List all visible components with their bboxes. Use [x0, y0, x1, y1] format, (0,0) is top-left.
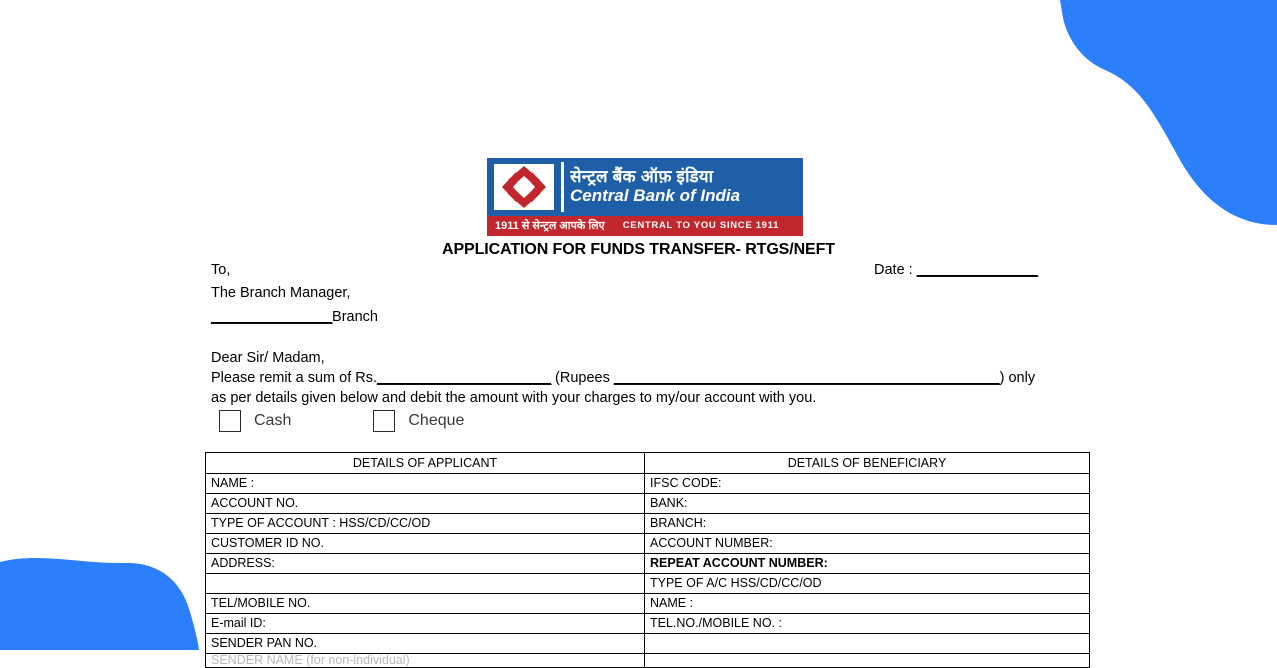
logo-tagline-band: [487, 216, 803, 236]
logo-english-name: Central Bank of India: [570, 185, 741, 205]
table-header-row: [206, 453, 1090, 474]
table-row: [206, 634, 1090, 654]
applicant-name-label[interactable]: NAME :: [206, 474, 645, 494]
applicant-address-label[interactable]: ADDRESS:: [206, 554, 645, 574]
beneficiary-repeat-account-number-label[interactable]: REPEAT ACCOUNT NUMBER:: [645, 554, 1090, 574]
branch-name-field[interactable]: [211, 309, 378, 326]
date-blank[interactable]: ________________: [916, 262, 1038, 278]
table-row: [206, 514, 1090, 534]
applicant-email-label[interactable]: E-mail ID:: [206, 614, 645, 634]
remit-sentence: [211, 370, 1035, 387]
beneficiary-account-type-label[interactable]: TYPE OF A/C HSS/CD/CC/OD: [645, 574, 1090, 594]
branch-suffix: Branch: [332, 309, 378, 325]
details-table: [205, 452, 1090, 668]
salutation: Dear Sir/ Madam,: [211, 350, 325, 366]
amount-in-words-blank[interactable]: ___________________________________________________: [613, 370, 1000, 386]
table-row-clipped: [206, 654, 1090, 668]
checkbox-cheque[interactable]: [373, 410, 395, 432]
table-row: [206, 574, 1090, 594]
beneficiary-ifsc-label[interactable]: IFSC CODE:: [645, 474, 1090, 494]
bank-logo: [487, 158, 803, 236]
checkbox-cash[interactable]: [219, 410, 241, 432]
payment-mode-cheque-label: Cheque: [408, 412, 465, 429]
date-field[interactable]: [874, 262, 1038, 279]
logo-top-bar: [487, 158, 803, 216]
beneficiary-name-label[interactable]: NAME :: [645, 594, 1090, 614]
details-table-body: [206, 453, 1090, 668]
header-beneficiary: DETAILS OF BENEFICIARY: [645, 453, 1090, 474]
applicant-tel-mobile-label[interactable]: TEL/MOBILE NO.: [206, 594, 645, 614]
table-row: [206, 474, 1090, 494]
date-label: Date :: [874, 262, 913, 278]
beneficiary-empty-cell[interactable]: [645, 634, 1090, 654]
applicant-customer-id-label[interactable]: CUSTOMER ID NO.: [206, 534, 645, 554]
logo-hindi-name: सेन्ट्रल बैंक ऑफ़ इंडिया: [570, 167, 714, 187]
page-title: APPLICATION FOR FUNDS TRANSFER- RTGS/NEFT: [442, 241, 835, 258]
table-row: [206, 554, 1090, 574]
tagline-hindi: 1911 से सेन्ट्रल आपके लिए: [495, 219, 605, 232]
amount-blank[interactable]: _______________________: [377, 370, 551, 386]
applicant-pan-label[interactable]: SENDER PAN NO.: [206, 634, 645, 654]
payment-mode-cash-label: Cash: [254, 412, 292, 429]
header-applicant: DETAILS OF APPLICANT: [206, 453, 645, 474]
applicant-account-type-label[interactable]: TYPE OF ACCOUNT : HSS/CD/CC/OD: [206, 514, 645, 534]
rupees-open: (Rupees: [555, 370, 610, 386]
payment-mode-cheque[interactable]: [373, 410, 464, 432]
payment-mode-cash[interactable]: [219, 410, 291, 432]
applicant-address-continuation[interactable]: [206, 574, 645, 594]
debit-instruction: as per details given below and debit the amount with your charges to my/our account with you.: [211, 390, 817, 406]
applicant-account-no-label[interactable]: ACCOUNT NO.: [206, 494, 645, 514]
table-row: [206, 614, 1090, 634]
beneficiary-account-number-label[interactable]: ACCOUNT NUMBER:: [645, 534, 1090, 554]
branch-manager-label: The Branch Manager,: [211, 285, 351, 301]
payment-mode-group: [219, 410, 464, 432]
to-label: To,: [211, 262, 231, 278]
beneficiary-tel-mobile-label[interactable]: TEL.NO./MOBILE NO. :: [645, 614, 1090, 634]
applicant-sender-name-label[interactable]: SENDER NAME (for non-individual): [206, 654, 645, 668]
beneficiary-bank-label[interactable]: BANK:: [645, 494, 1090, 514]
table-row: [206, 494, 1090, 514]
table-row: [206, 594, 1090, 614]
remit-prefix: Please remit a sum of Rs.: [211, 370, 377, 386]
branch-blank[interactable]: ________________: [211, 309, 333, 325]
rupees-close: ) only: [999, 370, 1036, 386]
logo-wordmark: [570, 159, 802, 215]
bank-emblem-icon: [493, 163, 555, 211]
table-row: [206, 534, 1090, 554]
beneficiary-branch-label[interactable]: BRANCH:: [645, 514, 1090, 534]
beneficiary-clipped-cell[interactable]: [645, 654, 1090, 668]
logo-divider: [561, 162, 564, 212]
tagline-english: CENTRAL TO YOU SINCE 1911: [622, 220, 780, 232]
